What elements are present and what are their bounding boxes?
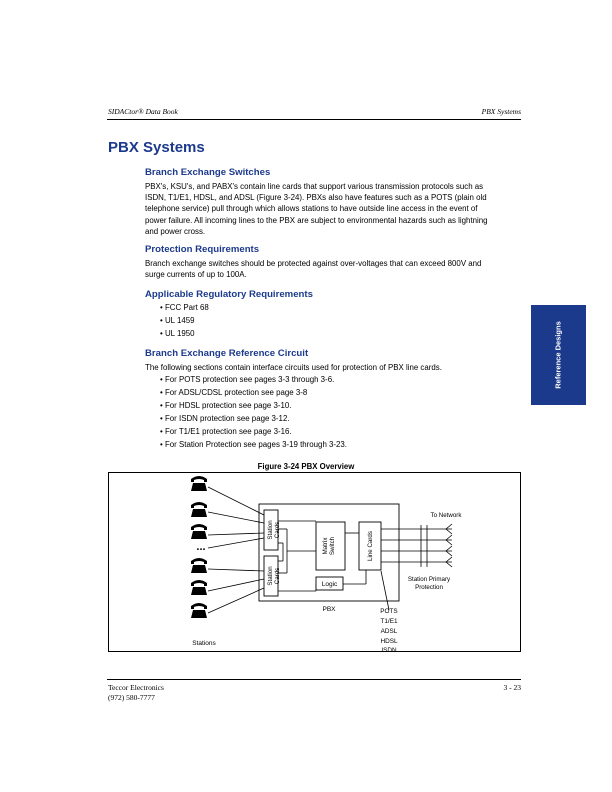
stations-label: Stations bbox=[192, 640, 216, 647]
protocol-label: ISDN bbox=[381, 647, 397, 653]
stations-ellipsis: ... bbox=[196, 541, 206, 553]
heading-regulatory-requirements: Applicable Regulatory Requirements bbox=[145, 289, 313, 300]
list-item: • FCC Part 68 bbox=[160, 302, 209, 315]
list-item: • For HDSL protection see page 3-10. bbox=[160, 400, 347, 413]
protocol-label: POTS bbox=[380, 608, 398, 615]
footer-phone: (972) 580-7777 bbox=[108, 693, 155, 702]
footer-page-number: 3 - 23 bbox=[503, 683, 521, 692]
network-lines bbox=[381, 525, 452, 567]
paragraph-reference-circuit: The following sections contain interface circuits used for protection of PBX line cards. bbox=[145, 363, 442, 372]
regulatory-list bbox=[160, 302, 209, 341]
protocol-label: HDSL bbox=[380, 638, 398, 645]
telephone-icon bbox=[191, 580, 207, 595]
page-title: PBX Systems bbox=[108, 139, 205, 156]
heading-protection-requirements: Protection Requirements bbox=[145, 244, 260, 255]
protocol-label: T1/E1 bbox=[380, 618, 398, 625]
reference-list bbox=[160, 374, 347, 451]
list-item: • UL 1459 bbox=[160, 315, 209, 328]
list-item: • For ISDN protection see page 3-12. bbox=[160, 413, 347, 426]
paragraph-protection-requirements: Branch exchange switches should be protected against over-voltages that can exceed 800V and surge currents of up to 100A. bbox=[145, 259, 482, 280]
telephone-icon bbox=[191, 558, 207, 573]
figure-caption: Figure 3-24 PBX Overview bbox=[257, 462, 355, 471]
figure-frame bbox=[108, 472, 521, 652]
station-cards-top-label: StationCards bbox=[267, 520, 281, 540]
protocol-label: ADSL bbox=[380, 628, 398, 635]
pbx-overview-diagram bbox=[109, 473, 522, 653]
footer-rule bbox=[107, 679, 521, 680]
heading-branch-exchange-switches: Branch Exchange Switches bbox=[145, 167, 271, 178]
telephone-icon bbox=[191, 502, 207, 517]
paragraph-branch-exchange-switches: PBX's, KSU's, and PABX's contain line cards that support various transmission protocols such as ISDN, T1/E1, HDSL, and ADSL (Figure 3-24). PBXs also have features such as a POTS (plain old telephone service) pull through which allows stations to have outside line access in the event of power failure. All incoming lines to the PBX are subject to environmental hazards such as lightning and power cross. bbox=[145, 182, 488, 236]
line-cards-label: Line Cards bbox=[367, 531, 374, 561]
header-rule bbox=[107, 119, 521, 120]
side-tab-label: Reference Designs bbox=[553, 321, 563, 389]
pbx-label: PBX bbox=[322, 606, 336, 613]
telephone-icon bbox=[191, 524, 207, 539]
list-item: • For Station Protection see pages 3-19 through 3-23. bbox=[160, 439, 347, 452]
side-tab-reference-designs bbox=[531, 305, 586, 405]
heading-reference-circuit: Branch Exchange Reference Circuit bbox=[145, 348, 309, 359]
protocols-list bbox=[380, 608, 398, 653]
list-item: • For ADSL/CDSL protection see page 3-8 bbox=[160, 387, 347, 400]
running-header-right: PBX Systems bbox=[481, 107, 521, 116]
station-wires bbox=[208, 487, 264, 613]
station-primary-protection-symbols bbox=[446, 524, 452, 567]
footer-left bbox=[108, 683, 164, 703]
running-header-left: SIDACtor® Data Book bbox=[108, 107, 178, 116]
telephone-icon bbox=[191, 603, 207, 618]
matrix-switch-label: MatrixSwitch bbox=[322, 536, 336, 556]
telephone-icon bbox=[191, 476, 207, 491]
list-item: • For POTS protection see pages 3-3 through 3-6. bbox=[160, 374, 347, 387]
protocols-pointer bbox=[381, 571, 389, 610]
footer-company: Teccor Electronics bbox=[108, 683, 164, 692]
list-item: • UL 1950 bbox=[160, 328, 209, 341]
to-network-label: To Network bbox=[430, 512, 462, 519]
station-cards-bottom-label: StationCards bbox=[267, 566, 281, 586]
logic-label: Logic bbox=[321, 581, 338, 588]
station-primary-protection-label: Station Primary Protection bbox=[407, 576, 451, 591]
list-item: • For T1/E1 protection see page 3-16. bbox=[160, 426, 347, 439]
